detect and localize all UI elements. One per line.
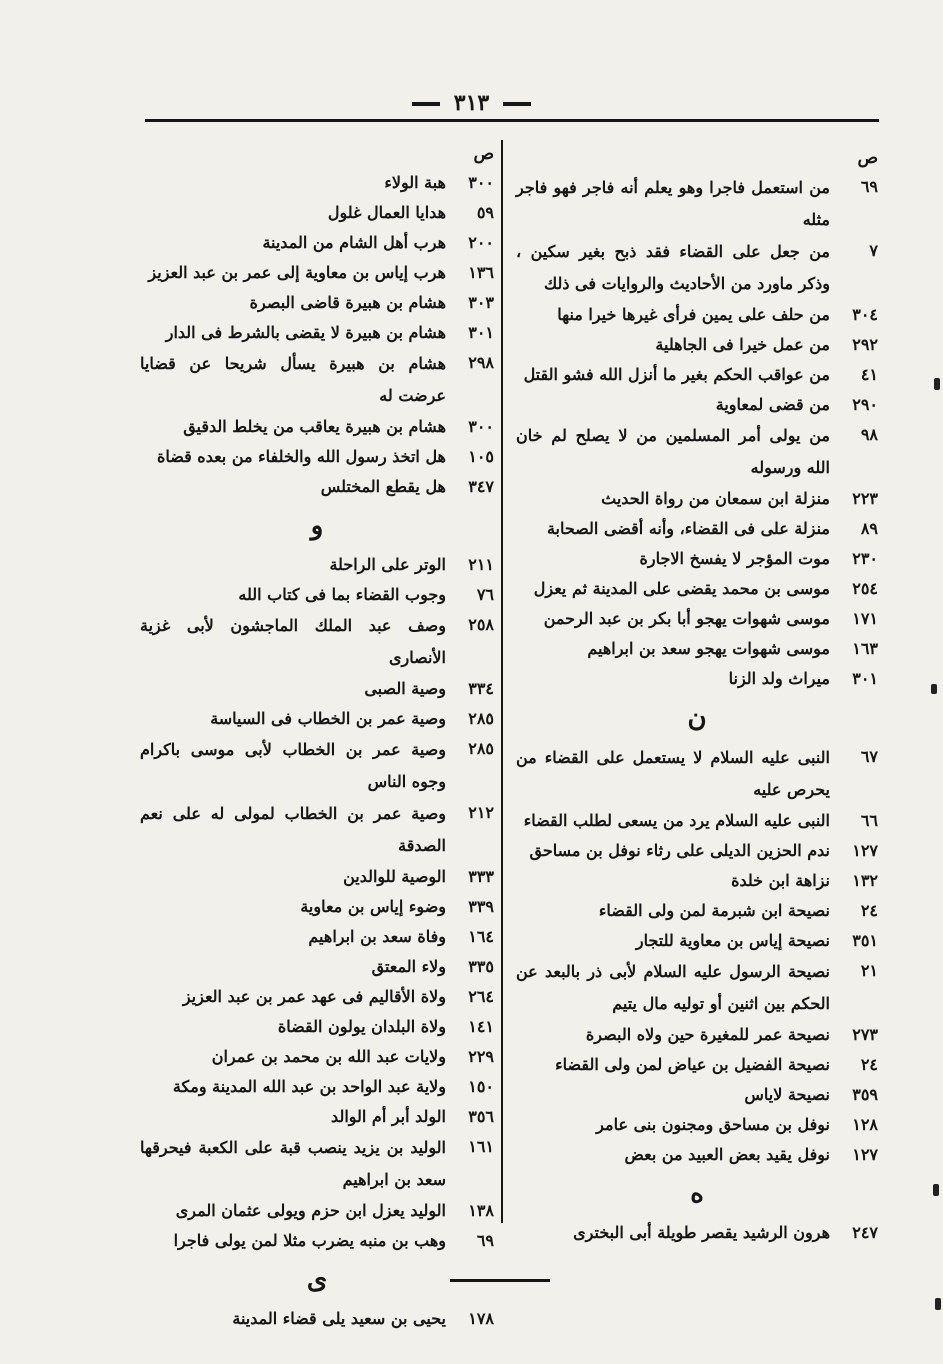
page-number-dash-right: [503, 102, 531, 106]
entry-title: من حلف على يمين فرأى غيرها خيرا منها: [557, 305, 830, 324]
index-column-right: [516, 144, 878, 1248]
entry-page-number: ١٣٦: [468, 263, 494, 282]
entry-page-number: ٣٣٤: [468, 679, 494, 698]
entry-page-number: ٧٦: [476, 585, 494, 604]
index-entry: [140, 1042, 494, 1072]
index-entry: [516, 300, 878, 330]
entry-title: الوصية للوالدين: [343, 867, 446, 886]
entry-page-number: ٦٦: [860, 811, 878, 830]
index-entry: [140, 318, 494, 348]
entry-title: موت المؤجر لا يفسخ الاجارة: [639, 549, 830, 568]
index-entry: [516, 1218, 878, 1248]
entry-page-number: ٢١: [860, 961, 878, 980]
section-letter: ه: [690, 1179, 704, 1209]
entry-page-number: ١٢٧: [852, 1145, 878, 1164]
entry-title: هدايا العمال غلول: [327, 203, 446, 222]
index-entry: [140, 798, 494, 862]
index-entry: [140, 610, 494, 674]
entry-title: من جعل على القضاء فقد ذبح بغير سكين ، وذكر ماورد من الأحاديث والروايات فى ذلك: [516, 242, 830, 293]
index-entry: [140, 198, 494, 228]
index-entry: [140, 1226, 494, 1256]
entry-page-number: ٢٥٨: [468, 615, 494, 634]
entry-title: هشام بن هبيرة قاضى البصرة: [249, 293, 446, 312]
entry-title: النبى عليه السلام يرد من يسعى لطلب القضاء: [523, 811, 830, 830]
index-entry: [516, 1110, 878, 1140]
index-entry: [140, 982, 494, 1012]
entry-title: الوليد يعزل ابن حزم ويولى عثمان المرى: [175, 1201, 446, 1220]
index-entry: [140, 734, 494, 798]
index-entry: [516, 896, 878, 926]
entry-title: موسى شهوات يهجو سعد بن ابراهيم: [587, 639, 830, 658]
index-entry: [516, 604, 878, 634]
index-entry: [516, 236, 878, 300]
entry-title: نصيحة إياس بن معاوية للتجار: [635, 931, 830, 950]
index-column-left: [140, 140, 494, 1334]
entry-title: هل اتخذ رسول الله والخلفاء من بعده قضاة: [156, 447, 446, 466]
entry-title: منزلة على فى القضاء، وأنه أقضى الصحابة: [546, 519, 830, 538]
top-rule: [145, 119, 879, 122]
entry-title: وصية عمر بن الخطاب لمولى له على نعم الصدقة: [140, 804, 446, 855]
index-entry: [140, 1102, 494, 1132]
scan-mark: [931, 684, 937, 694]
entry-title: من عواقب الحكم بغير ما أنزل الله فشو القتل: [523, 365, 830, 384]
entry-page-number: ٢٣٠: [852, 549, 878, 568]
entry-title: هشام بن هبيرة يعاقب من يخلط الدقيق: [183, 417, 446, 436]
entry-title: وهب بن منبه يضرب مثلا لمن يولى فاجرا: [173, 1231, 446, 1250]
entry-page-number: ٧: [869, 241, 878, 260]
index-entry: [516, 360, 878, 390]
entry-page-number: ١٣٨: [468, 1201, 494, 1220]
entry-title: هل يقطع المختلس: [320, 477, 446, 496]
index-entry: [140, 472, 494, 502]
entry-title: هرون الرشيد يقصر طويلة أبى البخترى: [573, 1223, 830, 1242]
entry-page-number: ١٦٤: [468, 927, 494, 946]
index-entry: [140, 442, 494, 472]
entry-title: من عمل خيرا فى الجاهلية: [655, 335, 830, 354]
entry-page-number: ٢٢٣: [852, 489, 878, 508]
entry-page-number: ١٢٨: [852, 1115, 878, 1134]
index-entry: [516, 1050, 878, 1080]
index-entry: [516, 420, 878, 484]
entry-title: ولاء المعتق: [371, 957, 446, 976]
entry-title: وصية عمر بن الخطاب فى السياسة: [210, 709, 446, 728]
entry-page-number: ٢٢٩: [468, 1047, 494, 1066]
entry-title: الوليد بن يزيد ينصب قبة على الكعبة فيحرقها سعد بن ابراهيم: [140, 1138, 446, 1189]
entry-title: ميراث ولد الزنا: [728, 669, 830, 688]
entry-page-number: ٣٠٠: [468, 417, 494, 436]
entry-page-number: ٥٩: [476, 203, 494, 222]
entry-page-number: ١٠٥: [468, 447, 494, 466]
index-entry: [140, 228, 494, 258]
scan-mark: [935, 1298, 941, 1310]
entry-page-number: ٢١١: [468, 555, 494, 574]
index-entry: [516, 866, 878, 896]
index-entry: [140, 1304, 494, 1334]
entry-title: ولاة البلدان يولون القضاة: [277, 1017, 446, 1036]
index-entry: [140, 922, 494, 952]
index-entry: [140, 1072, 494, 1102]
entry-page-number: ٢٥٤: [852, 579, 878, 598]
index-entry: [140, 704, 494, 734]
index-entry: [516, 742, 878, 806]
entry-title: نوفل يقيد بعض العبيد من بعض: [624, 1145, 830, 1164]
entry-page-number: ٣٠١: [468, 323, 494, 342]
index-entry: [516, 574, 878, 604]
entry-page-number: ٦٩: [860, 177, 878, 196]
entry-title: يحيى بن سعيد يلى قضاء المدينة: [232, 1309, 446, 1328]
entry-page-number: ٣٤٧: [468, 477, 494, 496]
entry-title: وضوء إياس بن معاوية: [300, 897, 446, 916]
entry-title: هبة الولاء: [384, 173, 446, 192]
entry-title: موسى بن محمد يقضى على المدينة ثم يعزل: [533, 579, 830, 598]
entry-page-number: ٢١٢: [468, 803, 494, 822]
index-entry: [516, 926, 878, 956]
index-entry: [140, 348, 494, 412]
index-entry: [516, 634, 878, 664]
entry-page-number: ١٧٨: [468, 1309, 494, 1328]
entry-page-number: ٢٠٠: [468, 233, 494, 252]
page-header-label: ص: [857, 148, 878, 168]
entry-title: من قضى لمعاوية: [715, 395, 830, 414]
index-entry: [516, 1140, 878, 1170]
index-entry: [140, 550, 494, 580]
entry-page-number: ٢٨٥: [468, 709, 494, 728]
index-entry: [516, 514, 878, 544]
entry-title: هشام بن هبيرة لا يقضى بالشرط فى الدار: [165, 323, 446, 342]
page-number: [0, 90, 943, 116]
entry-page-number: ١٣٢: [852, 871, 878, 890]
entry-page-number: ٣٣٩: [468, 897, 494, 916]
entry-page-number: ١٢٧: [852, 841, 878, 860]
entry-page-number: ٣٠٣: [468, 293, 494, 312]
entry-title: هشام بن هبيرة يسأل شريحا عن قضايا عرضت له: [140, 354, 446, 405]
entry-page-number: ٣٣٥: [468, 957, 494, 976]
entry-page-number: ٢٤٧: [852, 1223, 878, 1242]
index-entry: [140, 892, 494, 922]
index-entry: [516, 172, 878, 236]
entry-page-number: ٢٤: [860, 901, 878, 920]
entry-title: من يولى أمر المسلمين من لا يصلح لم خان الله ورسوله: [516, 426, 830, 477]
entry-page-number: ٢٦٤: [468, 987, 494, 1006]
index-entries: [516, 172, 878, 1248]
entry-title: نصيحة الفضيل بن عياض لمن ولى القضاء: [555, 1055, 830, 1074]
entry-page-number: ٣٠١: [852, 669, 878, 688]
index-entry: [140, 258, 494, 288]
entry-page-number: ٢٩٨: [468, 353, 494, 372]
entry-page-number: ٩٨: [860, 425, 878, 444]
index-entry: [140, 952, 494, 982]
column-divider: [501, 140, 503, 1223]
entry-title: ولايات عبد الله بن محمد بن عمران: [211, 1047, 446, 1066]
index-entry: [140, 862, 494, 892]
entry-title: الوتر على الراحلة: [329, 555, 446, 574]
section-letter: ن: [687, 703, 707, 733]
entry-page-number: ٦٩: [476, 1231, 494, 1250]
entry-page-number: ١٦٣: [852, 639, 878, 658]
entry-page-number: ١٧١: [852, 609, 878, 628]
entry-title: نزاهة ابن خلدة: [731, 871, 830, 890]
index-entry: [516, 664, 878, 694]
index-entry: [140, 412, 494, 442]
entry-title: وصية عمر بن الخطاب لأبى موسى باكرام وجوه الناس: [140, 740, 446, 791]
index-entry: [140, 674, 494, 704]
index-entry: [516, 330, 878, 360]
entry-title: هرب إياس بن معاوية إلى عمر بن عبد العزيز: [148, 263, 446, 282]
index-entry: [516, 956, 878, 1020]
entry-page-number: ٣٠٠: [468, 173, 494, 192]
index-entry: [516, 544, 878, 574]
entry-page-number: ٢٨٥: [468, 739, 494, 758]
entry-page-number: ٨٩: [860, 519, 878, 538]
index-entry: [516, 390, 878, 420]
entry-title: نصيحة عمر للمغيرة حين ولاه البصرة: [585, 1025, 830, 1044]
entry-page-number: ١٥٠: [468, 1077, 494, 1096]
entry-title: الولد أبر أم الوالد: [331, 1107, 446, 1126]
section-letter: ى: [306, 1265, 328, 1295]
index-entry: [516, 1080, 878, 1110]
entry-page-number: ١٦١: [468, 1137, 494, 1156]
entry-title: من استعمل فاجرا وهو يعلم أنه فاجر فهو فاجر مثله: [516, 178, 830, 229]
entry-page-number: ٣٥١: [852, 931, 878, 950]
index-entry: [516, 1020, 878, 1050]
entry-title: وصف عبد الملك الماجشون لأبى غزية الأنصارى: [140, 616, 446, 667]
page-number-text: ٣١٣: [453, 90, 490, 116]
entry-page-number: ٣٥٩: [852, 1085, 878, 1104]
entry-title: نوفل بن مساحق ومجنون بنى عامر: [596, 1115, 830, 1134]
entry-page-number: ١٤١: [468, 1017, 494, 1036]
entry-page-number: ٢٤: [860, 1055, 878, 1074]
index-entry: [516, 484, 878, 514]
entry-page-number: ٢٩٢: [852, 335, 878, 354]
index-entry: [140, 1196, 494, 1226]
index-entry: [516, 836, 878, 866]
entry-page-number: ٢٧٣: [852, 1025, 878, 1044]
entry-page-number: ٢٩٠: [852, 395, 878, 414]
entry-title: وصية الصبى: [364, 679, 446, 698]
entry-title: نصيحة الرسول عليه السلام لأبى ذر بالبعد عن الحكم بين اثنين أو توليه مال يتيم: [516, 962, 830, 1013]
entry-page-number: ٣٥٦: [468, 1107, 494, 1126]
entry-title: ولاة الأقاليم فى عهد عمر بن عبد العزيز: [182, 987, 446, 1006]
entry-title: ولاية عبد الواحد بن عبد الله المدينة ومكة: [172, 1077, 446, 1096]
entry-title: النبى عليه السلام لا يستعمل على القضاء من يحرص عليه: [516, 748, 830, 799]
entry-title: هرب أهل الشام من المدينة: [262, 233, 446, 252]
entry-page-number: ٣٣٣: [468, 867, 494, 886]
index-entry: [140, 580, 494, 610]
entry-page-number: ٤١: [860, 365, 878, 384]
entry-title: وفاة سعد بن ابراهيم: [308, 927, 446, 946]
section-letter: و: [310, 511, 324, 541]
entry-page-number: ٦٧: [860, 747, 878, 766]
entry-title: نصيحة ابن شبرمة لمن ولى القضاء: [598, 901, 830, 920]
scan-mark: [933, 1184, 939, 1196]
entry-title: منزلة ابن سمعان من رواة الحديث: [601, 489, 830, 508]
page-number-dash-left: [412, 102, 440, 106]
entry-title: وجوب القضاء بما فى كتاب الله: [238, 585, 446, 604]
entry-title: ندم الحزين الديلى على رثاء نوفل بن مساحق: [529, 841, 830, 860]
scan-mark: [934, 378, 940, 390]
index-entry: [140, 288, 494, 318]
index-entry: [516, 806, 878, 836]
index-entry: [140, 168, 494, 198]
index-entry: [140, 1132, 494, 1196]
entry-title: موسى شهوات يهجو أبا بكر بن عبد الرحمن: [543, 609, 830, 628]
entry-title: نصيحة لاياس: [744, 1085, 830, 1104]
index-entries: [140, 168, 494, 1334]
page-header-label: ص: [473, 144, 494, 164]
entry-page-number: ٣٠٤: [852, 305, 878, 324]
index-entry: [140, 1012, 494, 1042]
